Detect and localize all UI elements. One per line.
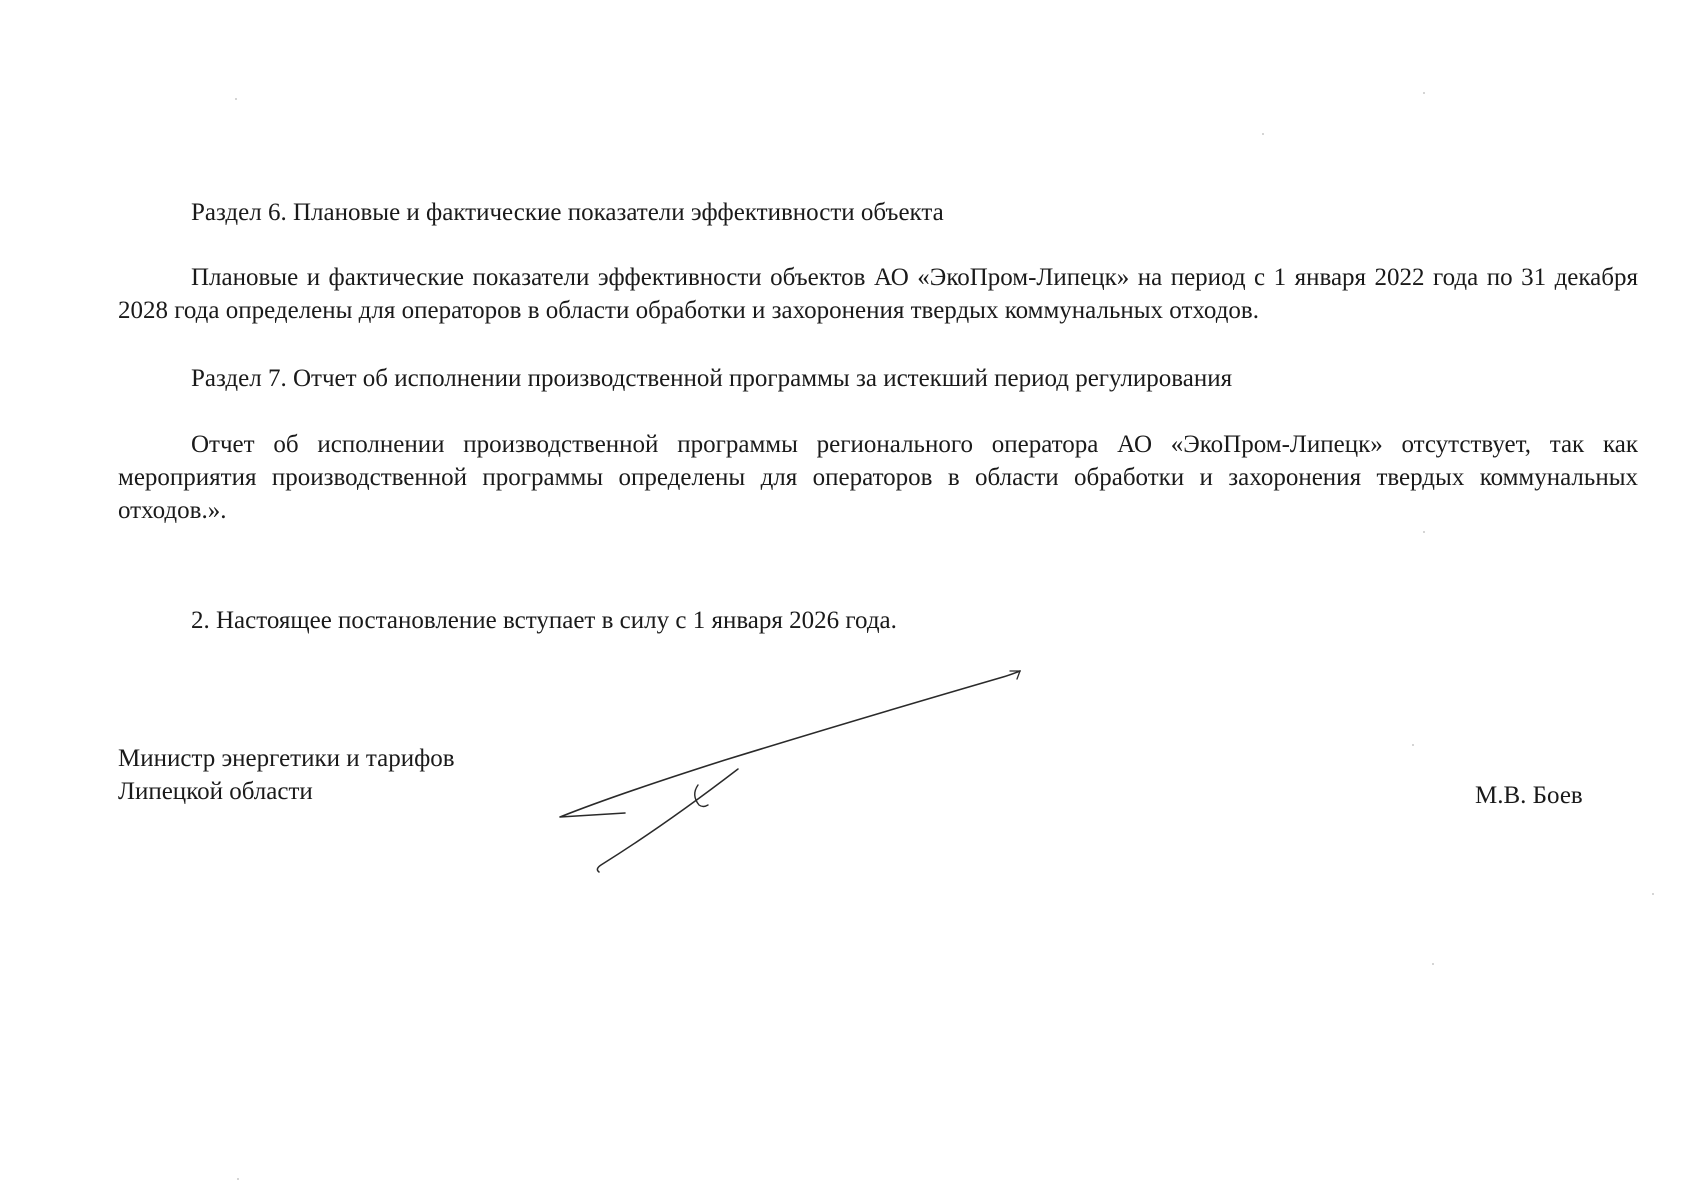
scan-speck (1412, 744, 1414, 746)
clause-2-effective-date: 2. Настоящее постановление вступает в силу с 1 января 2026 года. (191, 607, 897, 634)
signature-stroke-cross (597, 769, 738, 872)
section-6-paragraph: Плановые и фактические показатели эффективности объектов АО «ЭкоПром-Липецк» на период с 1 января 2022 года по 31 декабря 2028 года определены для операторов в области обработки и захоронения твердых коммунальных отходов. (118, 264, 1638, 324)
scan-speck (237, 1178, 239, 1180)
section-6-heading: Раздел 6. Плановые и фактические показатели эффективности объекта (191, 199, 944, 226)
scan-speck (1423, 92, 1425, 94)
scan-speck (1262, 133, 1264, 135)
signature-stroke-main (560, 671, 1020, 817)
scan-speck (1423, 531, 1425, 533)
handwritten-signature (555, 665, 1025, 880)
signer-position-line-1: Министр энергетики и тарифов (118, 745, 455, 772)
signer-name: М.В. Боев (1475, 782, 1583, 809)
section-7-heading: Раздел 7. Отчет об исполнении производственной программы за истекший период регулирования (191, 365, 1233, 392)
signer-position-line-2: Липецкой области (118, 778, 313, 805)
scan-speck (235, 98, 237, 100)
scan-speck (1432, 963, 1434, 965)
scan-speck (1652, 893, 1654, 895)
signer-position (118, 742, 598, 808)
section-7-paragraph: Отчет об исполнении производственной программы регионального оператора АО «ЭкоПром-Липецк» отсутствует, так как мероприятия производственной программы определены для операторов в области обработки и захоронения твердых коммунальных отходов.». (118, 431, 1638, 524)
